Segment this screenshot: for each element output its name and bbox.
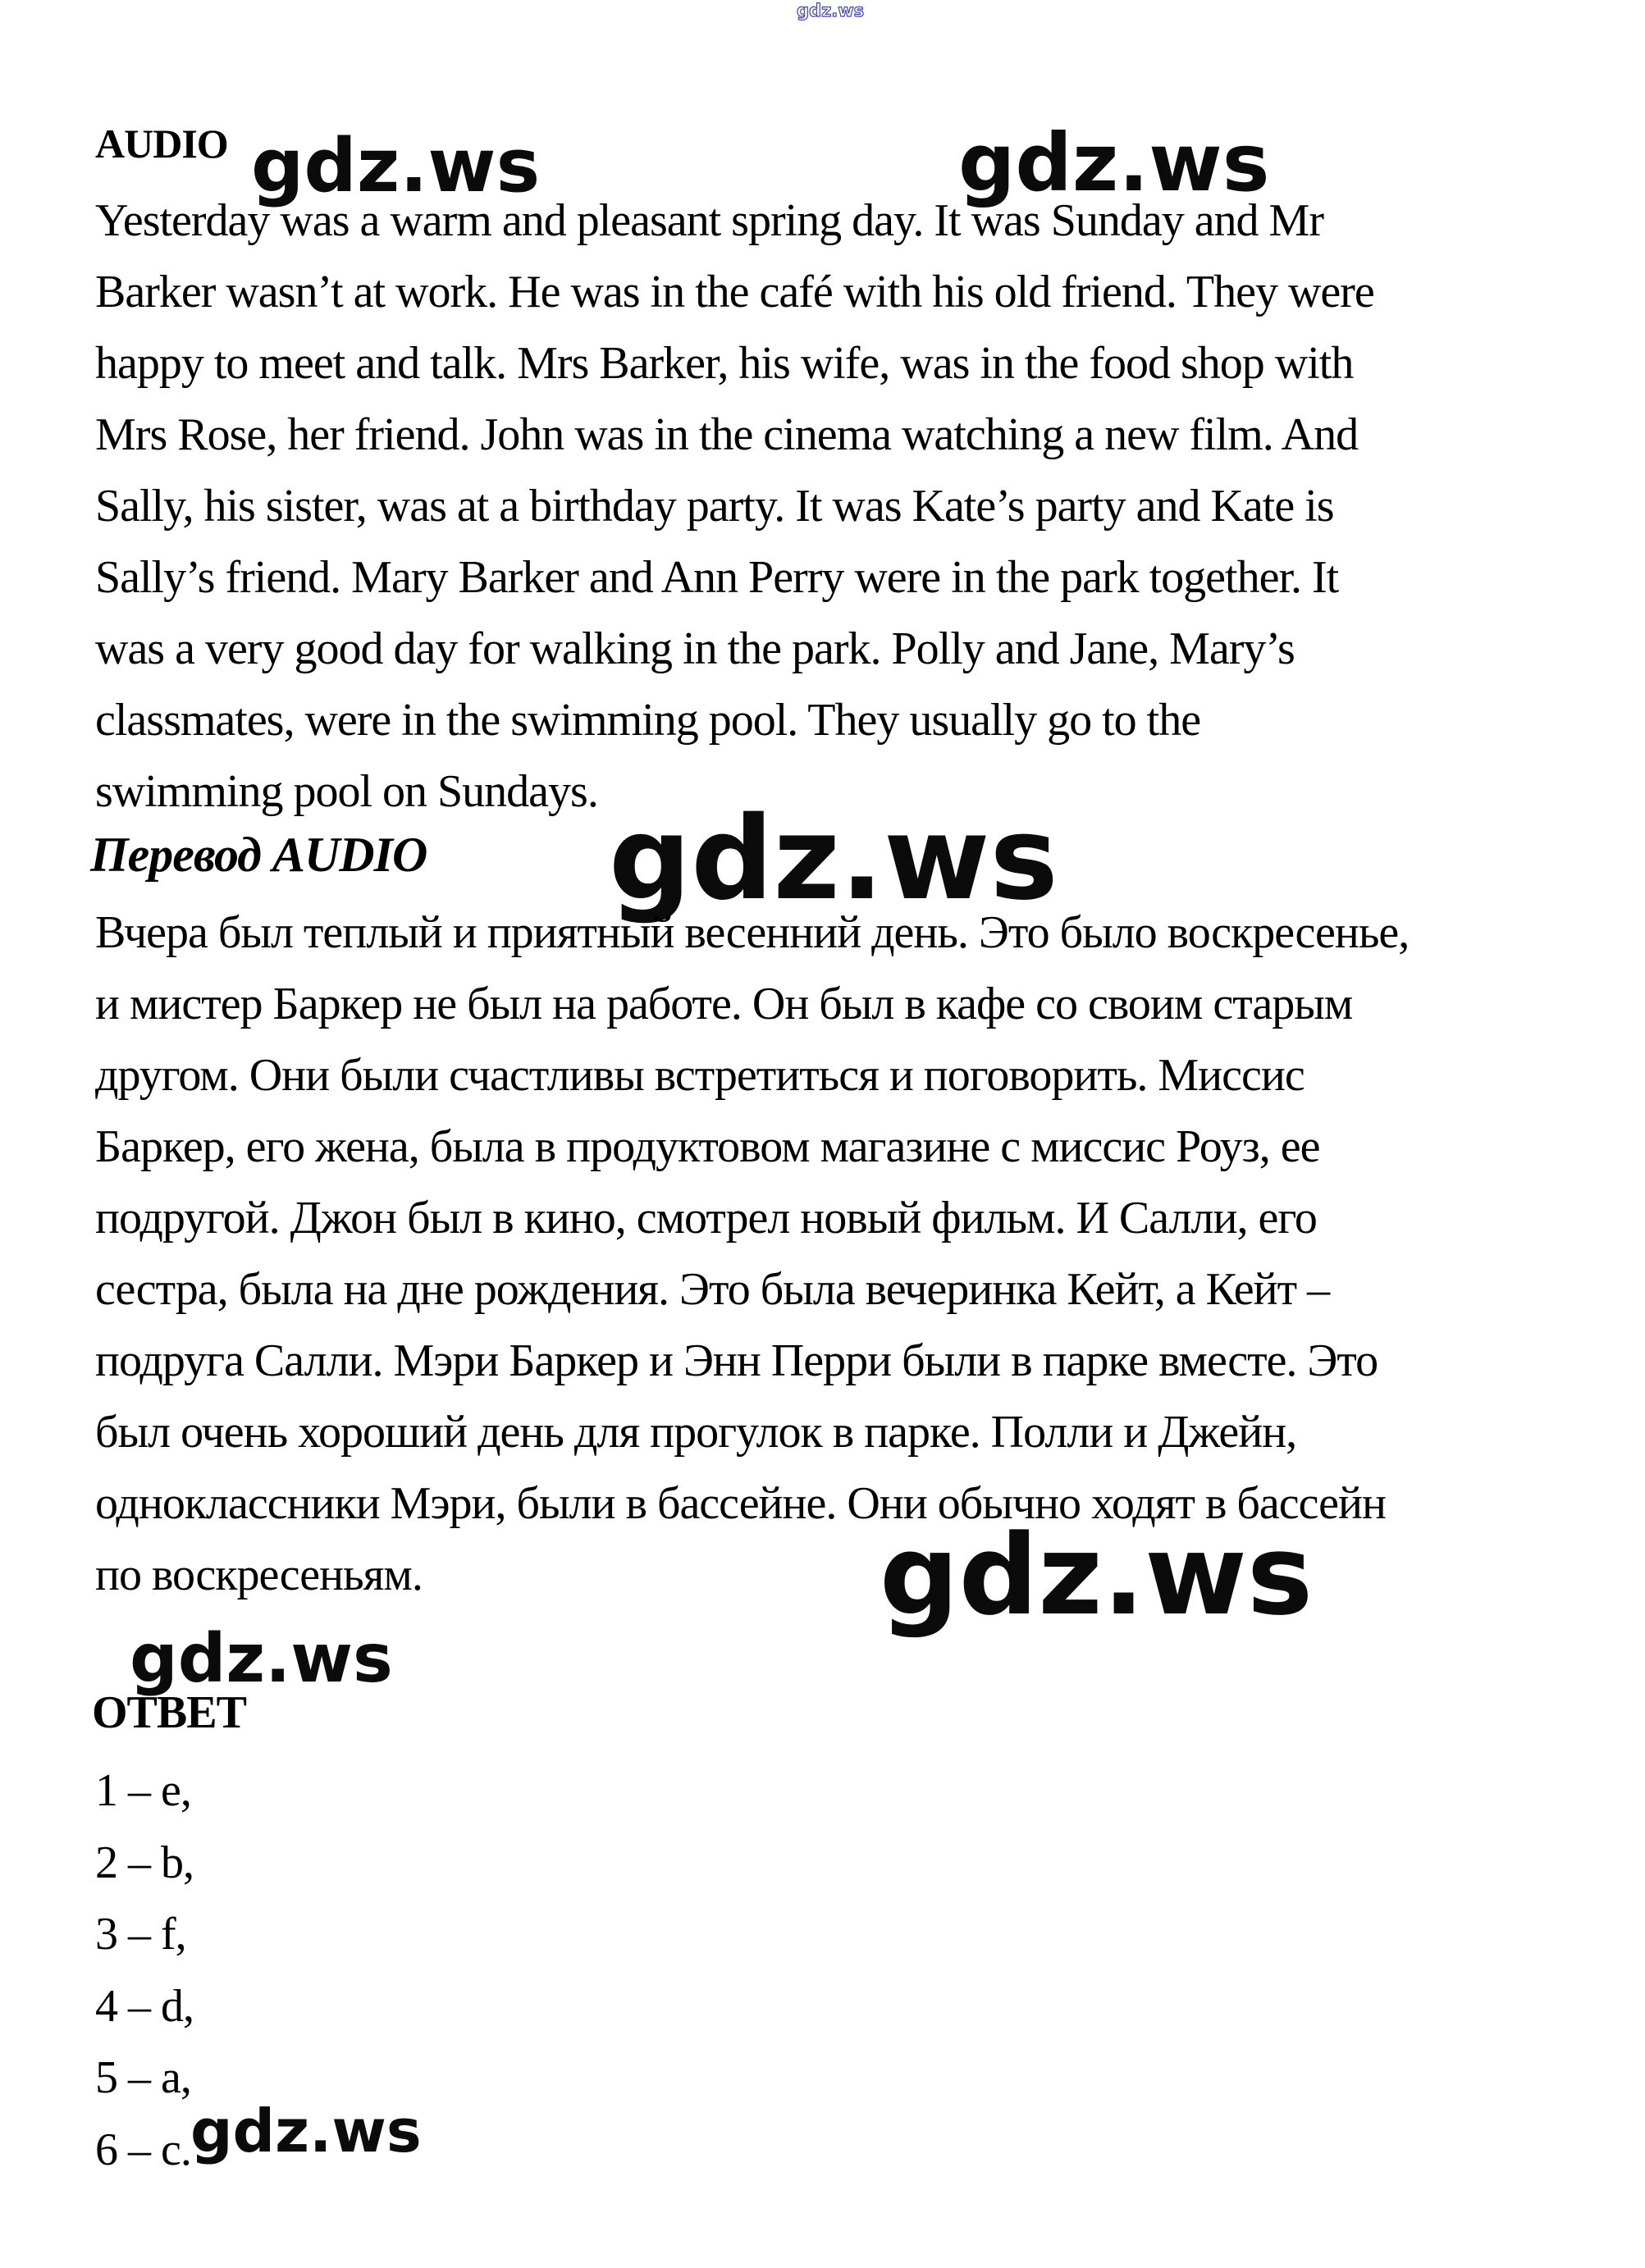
text-line: Sally, his sister, was at a birthday party. It was Kate’s party and Kate is: [95, 481, 1334, 532]
text-line: по воскресеньям.: [95, 1549, 423, 1600]
gdzws-watermark-bottom: gdz.ws: [880, 1511, 1314, 1640]
text-line: Баркер, его жена, была в продуктовом магазине с миссис Роуз, ее: [95, 1121, 1320, 1172]
text-line: swimming pool on Sundays.: [95, 766, 598, 817]
text-line: Sally’s friend. Mary Barker and Ann Perry were in the park together. It: [95, 552, 1339, 603]
text-line: 2 – b,: [95, 1837, 194, 1888]
text-line: подругой. Джон был в кино, смотрел новый фильм. И Салли, его: [95, 1193, 1317, 1244]
gdzws-watermark-top-small: gdz.ws: [797, 1, 865, 21]
text-line: был очень хороший день для прогулок в парке. Полли и Джейн,: [95, 1407, 1297, 1458]
text-line: 5 – a,: [95, 2052, 191, 2103]
text-line: Barker wasn’t at work. He was in the café with his old friend. They were: [95, 267, 1374, 317]
text-line: другом. Они были счастливы встретиться и поговорить. Миссис: [95, 1050, 1305, 1101]
perevod-audio-heading: Перевод AUDIO: [90, 828, 427, 882]
text-line: сестра, была на дне рождения. Это была вечеринка Кейт, а Кейт –: [95, 1264, 1330, 1315]
gdzws-watermark-top-right: gdz.ws: [958, 116, 1270, 209]
text-line: classmates, were in the swimming pool. They usually go to the: [95, 695, 1201, 746]
text-line: 3 – f,: [95, 1909, 186, 1960]
text-line: подруга Салли. Мэри Баркер и Энн Перри были в парке вместе. Это: [95, 1335, 1378, 1386]
gdzws-watermark-answers: gdz.ws: [190, 2097, 422, 2165]
gdzws-watermark-perevod: gdz.ws: [609, 792, 1058, 926]
audio-transcript-paragraph: [95, 185, 1374, 828]
text-line: 4 – d,: [95, 1980, 194, 2032]
answers-list: [95, 1755, 194, 2186]
text-line: happy to meet and talk. Mrs Barker, his wife, was in the food shop with: [95, 338, 1354, 389]
text-line: was a very good day for walking in the park. Polly and Jane, Mary’s: [95, 623, 1295, 674]
text-line: и мистер Баркер не был на работе. Он был в кафе со своим старым: [95, 979, 1353, 1029]
audio-heading: AUDIO: [95, 121, 228, 167]
text-line: одноклассники Мэри, были в бассейне. Они обычно ходят в бассейн: [95, 1478, 1386, 1529]
text-line: 6 – c.: [95, 2124, 191, 2175]
otvet-heading: ОТВЕТ: [92, 1687, 246, 1738]
gdzws-watermark-above-otvet: gdz.ws: [130, 1620, 393, 1698]
translation-paragraph: [95, 897, 1409, 1611]
text-line: 1 – e,: [95, 1765, 191, 1816]
text-line: Yesterday was a warm and pleasant spring day. It was Sunday and Mr: [95, 195, 1323, 246]
text-line: Вчера был теплый и приятный весенний день. Это было воскресенье,: [95, 907, 1410, 958]
text-line: Mrs Rose, her friend. John was in the cinema watching a new film. And: [95, 409, 1359, 460]
gdzws-watermark-after-audio: gdz.ws: [251, 123, 541, 209]
